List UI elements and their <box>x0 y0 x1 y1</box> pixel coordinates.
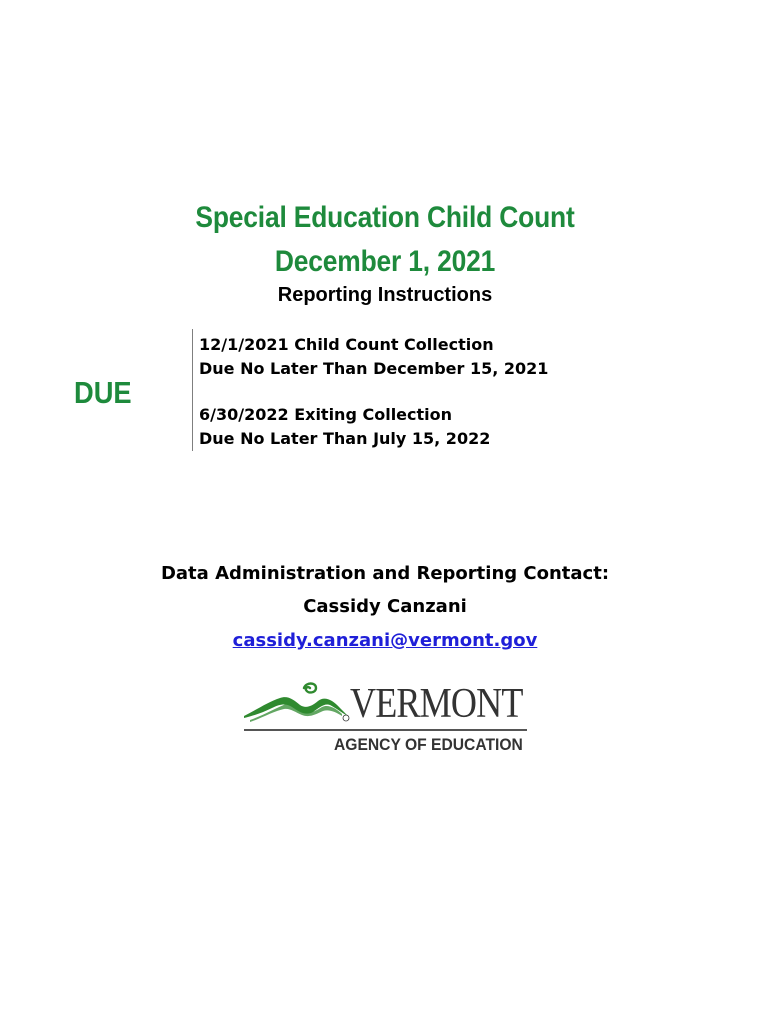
document-subtitle: Reporting Instructions <box>277 284 493 306</box>
due-list <box>199 333 548 451</box>
due-item-title: 12/1/2021 Child Count Collection <box>199 335 494 354</box>
contact-name: Cassidy Canzani <box>303 596 467 617</box>
contact-heading: Data Administration and Reporting Contact: <box>160 563 610 584</box>
logo-divider <box>244 729 527 731</box>
document-title <box>0 196 770 284</box>
due-item-title: 6/30/2022 Exiting Collection <box>199 405 453 424</box>
logo-subline: AGENCY OF EDUCATION <box>334 735 523 754</box>
due-item-exiting <box>199 403 548 451</box>
title-line-2: December 1, 2021 <box>274 245 496 278</box>
due-item-child-count <box>199 333 548 381</box>
due-label: DUE <box>74 375 132 410</box>
due-item-deadline: Due No Later Than July 15, 2022 <box>199 429 491 448</box>
title-line-1: Special Education Child Count <box>195 201 575 234</box>
contact-email-link[interactable]: cassidy.canzani@vermont.gov <box>232 630 538 651</box>
vermont-agency-of-education-logo <box>242 680 532 764</box>
due-item-deadline: Due No Later Than December 15, 2021 <box>199 359 549 378</box>
due-divider <box>192 329 193 451</box>
vermont-mountain-logo-icon <box>242 680 352 730</box>
logo-wordmark: VERMONT <box>350 681 523 727</box>
